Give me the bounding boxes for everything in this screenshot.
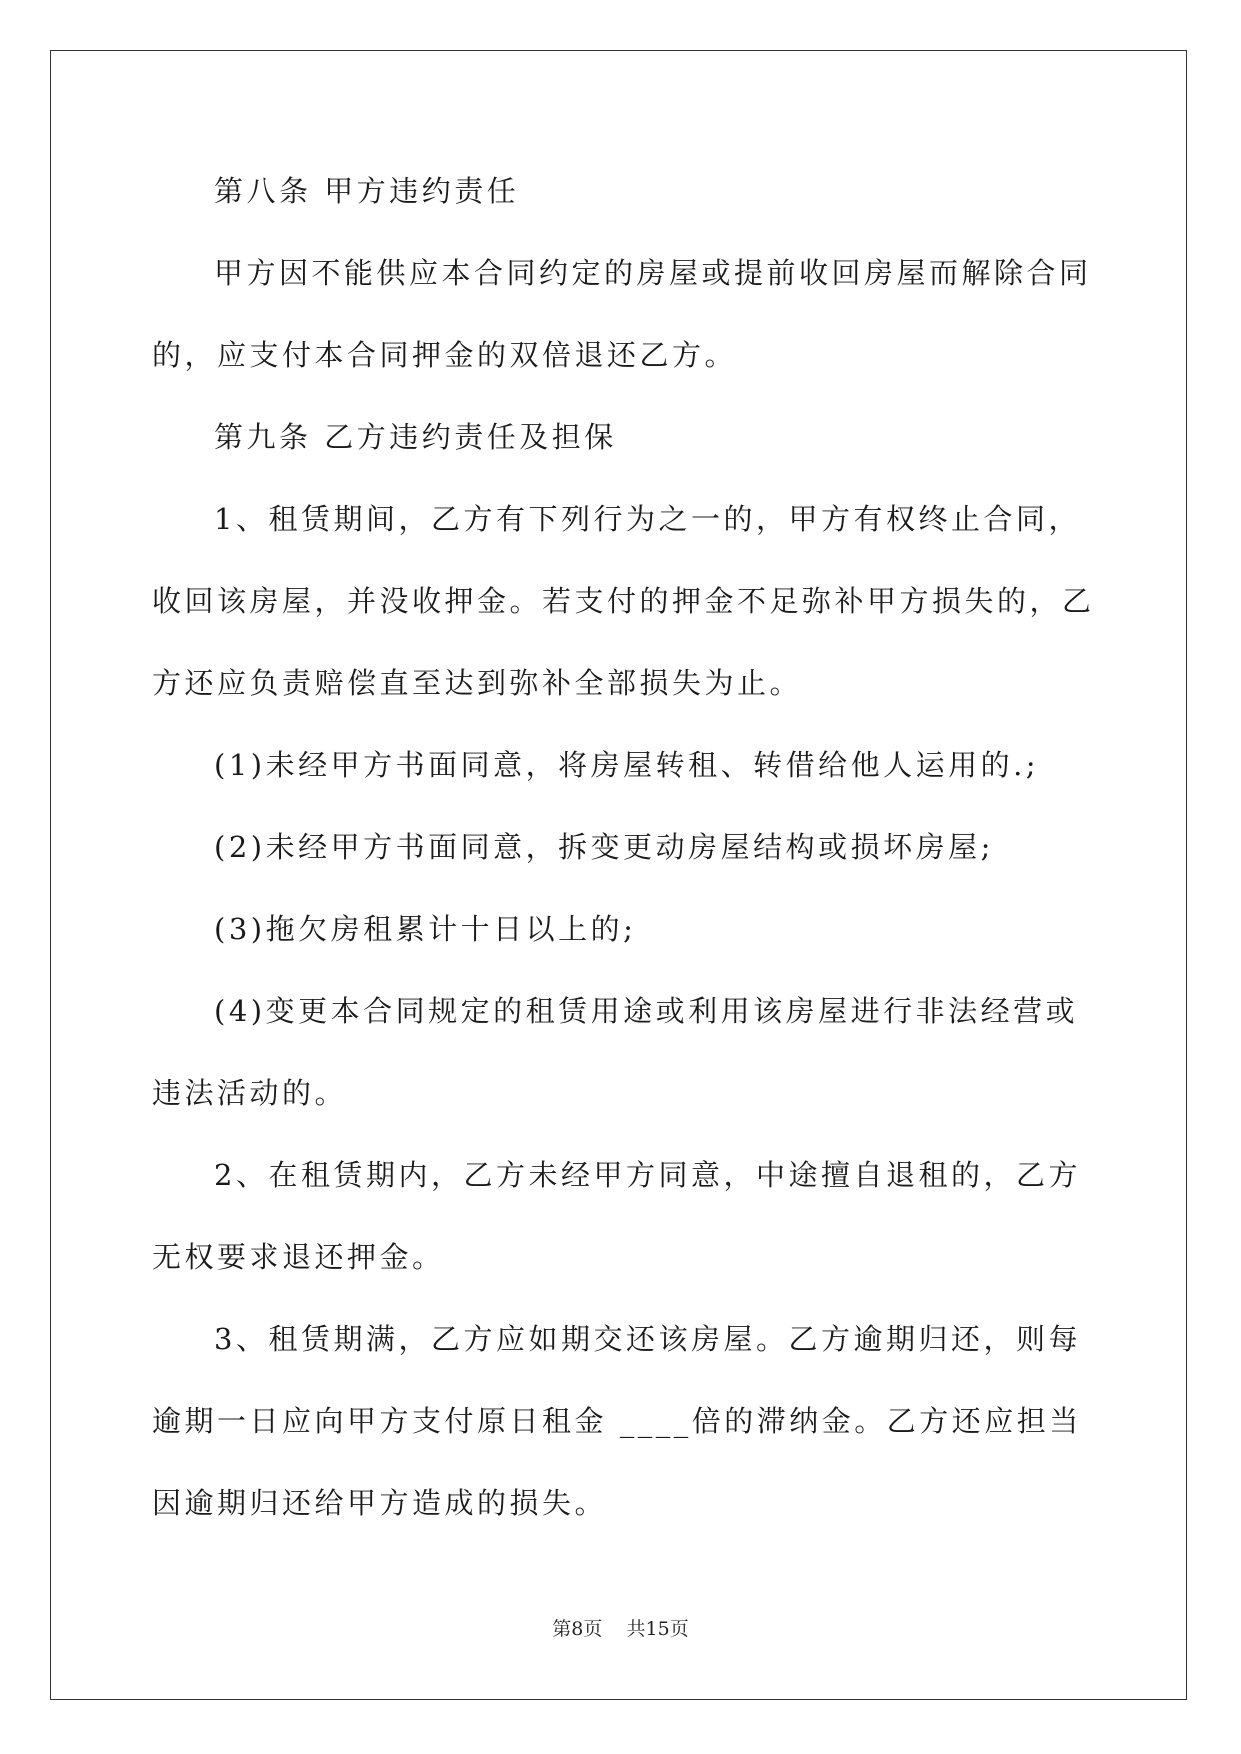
clause-3-paragraph: 3、租赁期满，乙方应如期交还该房屋。乙方逾期归还，则每逾期一日应向甲方支付原日租金 ____倍的滞纳金。乙方还应担当因逾期归还给甲方造成的损失。 xyxy=(152,1322,1082,1520)
page-number: 第8页 xyxy=(552,1618,603,1640)
clause-2-paragraph: 2、在租赁期内，乙方未经甲方同意，中途擅自退租的，乙方无权要求退还押金。 xyxy=(152,1158,1081,1274)
article-8-heading: 第八条 甲方违约责任 xyxy=(214,174,520,208)
clause-1-paragraph: 1、租赁期间，乙方有下列行为之一的，甲方有权终止合同，收回该房屋，并没收押金。若支付的押金不足弥补甲方损失的，乙方还应负责赔偿直至达到弥补全部损失为止。 xyxy=(152,502,1095,700)
footer-separator xyxy=(602,1618,626,1640)
document-body xyxy=(152,150,1100,1544)
article-8-paragraph: 甲方因不能供应本合同约定的房屋或提前收回房屋而解除合同的，应支付本合同押金的双倍退还乙方。 xyxy=(152,256,1092,372)
item-1-paragraph: (1)未经甲方书面同意，将房屋转租、转借给他人运用的.; xyxy=(214,748,1040,782)
article-9-heading: 第九条 乙方违约责任及担保 xyxy=(214,420,617,454)
page-footer xyxy=(0,1614,1241,1641)
page-total: 共15页 xyxy=(626,1618,689,1640)
item-4-paragraph: (4)变更本合同规定的租赁用途或利用该房屋进行非法经营或违法活动的。 xyxy=(152,994,1079,1110)
item-3-paragraph: (3)拖欠房租累计十日以上的; xyxy=(214,912,637,946)
item-2-paragraph: (2)未经甲方书面同意，拆变更动房屋结构或损坏房屋; xyxy=(214,830,994,864)
